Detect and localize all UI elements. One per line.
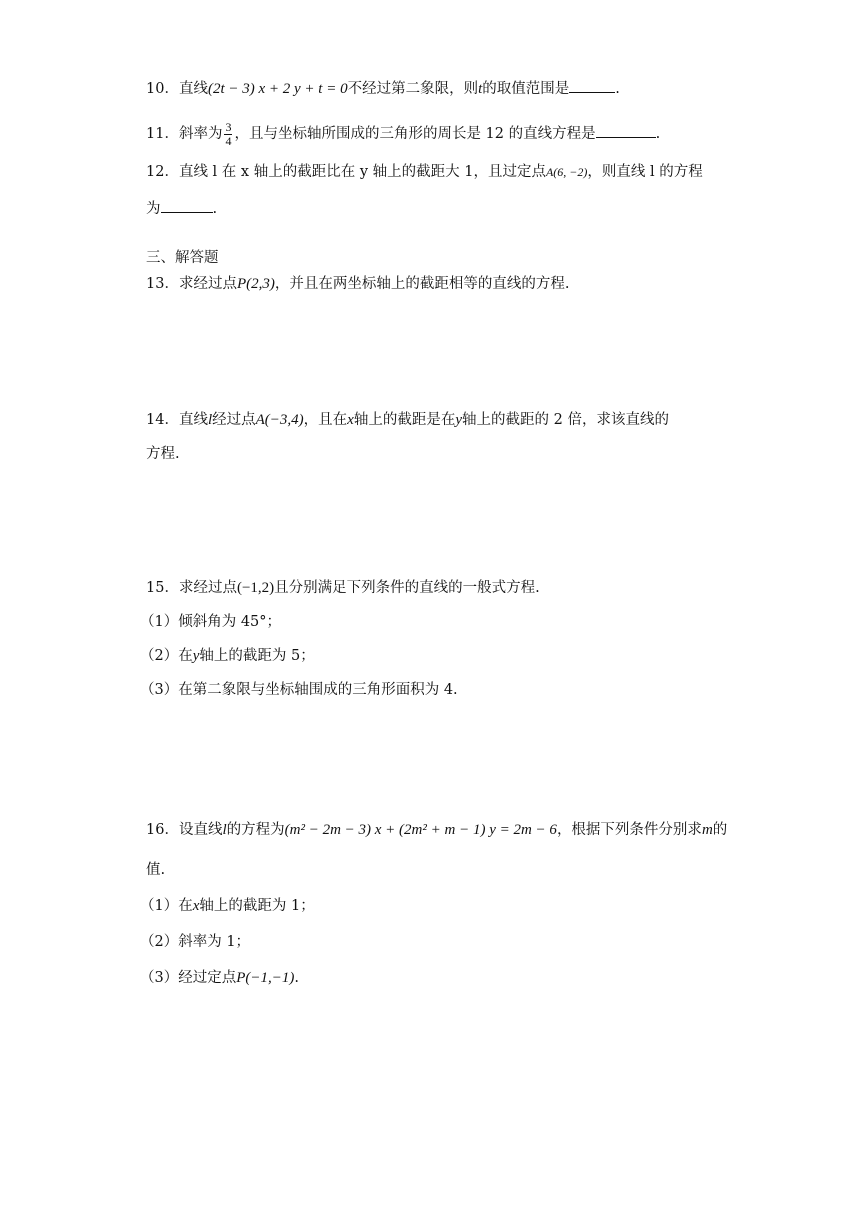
question-16-line2: 值. <box>146 862 166 878</box>
point-a: A(−3,4) <box>255 412 304 428</box>
question-16-line1: 16．设直线l的方程为(m² − 2m − 3) x + (2m² + m − 1) y = 2m − 6，根据下列条件分别求m的 <box>146 822 728 838</box>
point-a: A(6, −2) <box>545 165 588 179</box>
question-14-line1: 14．直线l经过点A(−3,4)，且在x轴上的截距是在y轴上的截距的 2 倍，求该直线的 <box>146 412 669 428</box>
section-heading: 三、解答题 <box>146 250 219 266</box>
q16-equation: (m² − 2m − 3) x + (2m² + m − 1) y = 2m − 6 <box>284 822 557 838</box>
point-p: P(−1,−1) <box>236 970 295 986</box>
q15-condition-3: （3）在第二象限与坐标轴围成的三角形面积为 4. <box>140 682 458 698</box>
question-15: 15．求经过点(−1,2)且分别满足下列条件的直线的一般式方程. <box>146 580 540 596</box>
point-p: P(2,3) <box>236 276 275 292</box>
point: (−1,2) <box>236 580 275 596</box>
q16-condition-1: （1）在x轴上的截距为 1； <box>140 898 315 914</box>
q15-condition-1: （1）倾斜角为 45°； <box>140 614 282 630</box>
q16-condition-2: （2）斜率为 1； <box>140 934 251 950</box>
q10-equation: (2t − 3) x + 2 y + t = 0 <box>207 81 348 97</box>
slope-fraction: $\frac{3}{4}$ <box>225 119 232 148</box>
question-12-line1: 12．直线 l 在 x 轴上的截距比在 y 轴上的截距大 1，且过定点A(6, −2)，则直线 l 的方程 <box>146 164 703 180</box>
answer-blank <box>161 198 213 213</box>
answer-blank <box>596 123 656 138</box>
question-11: 11．斜率为 $\frac{3}{4}$ ，且与坐标轴所围成的三角形的周长是 12 的直线方程是 . <box>146 119 661 148</box>
question-10: 10．直线(2t − 3) x + 2 y + t = 0不经过第二象限，则t的取值范围是 . <box>146 78 620 99</box>
q16-condition-3: （3）经过定点P(−1,−1). <box>140 970 299 986</box>
q15-condition-2: （2）在y轴上的截距为 5； <box>140 648 315 664</box>
question-14-line2: 方程. <box>146 446 180 462</box>
answer-blank <box>569 78 615 93</box>
question-13: 13．求经过点P(2,3)，并且在两坐标轴上的截距相等的直线的方程. <box>146 276 570 292</box>
question-12-line2: 为 . <box>146 198 217 219</box>
